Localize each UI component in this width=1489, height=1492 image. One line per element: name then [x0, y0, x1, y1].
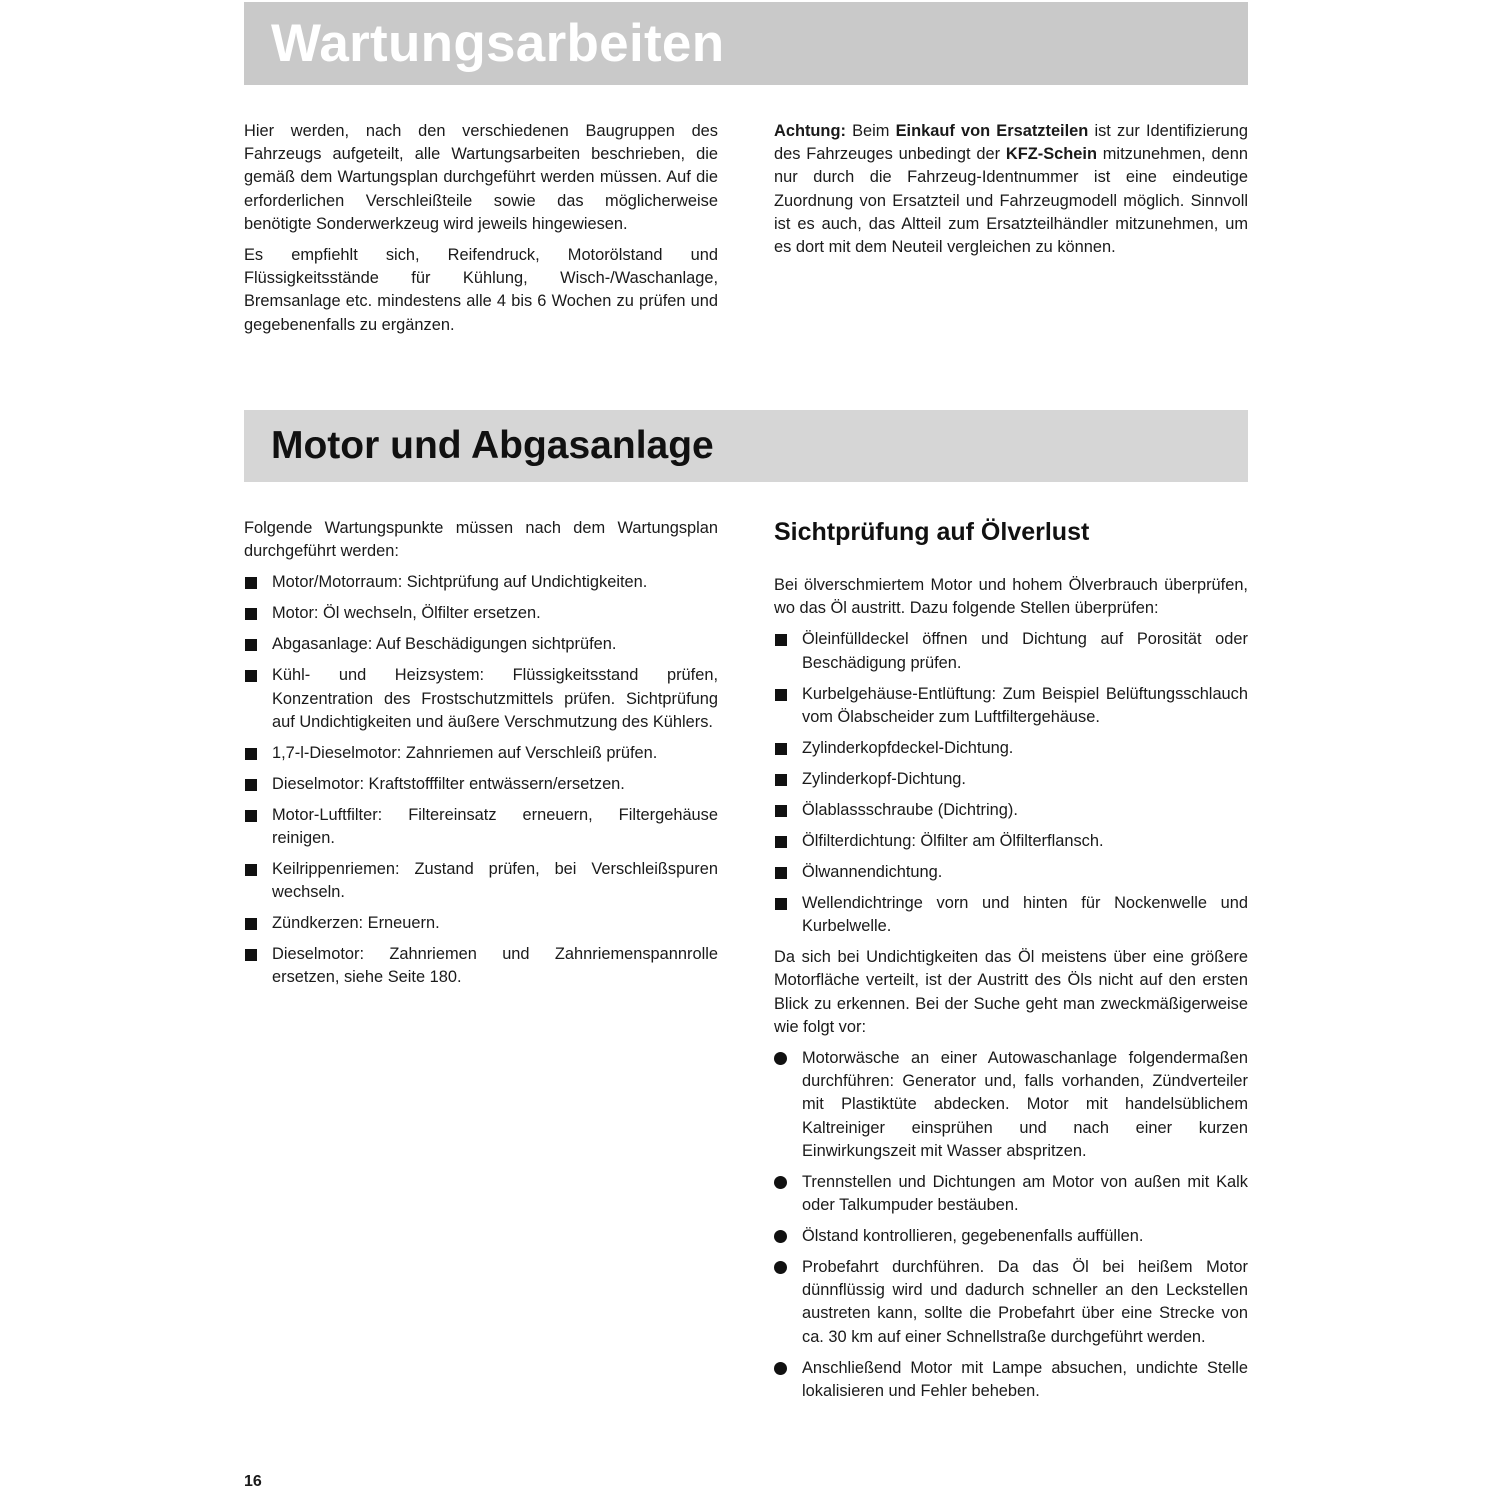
list-item-text: Zylinderkopf-Dichtung. — [802, 769, 966, 788]
list-item-text: Motor/Motorraum: Sichtprüfung auf Undichtigkeiten. — [272, 573, 648, 592]
list-item-text: Ölablassschraube (Dichtring). — [802, 800, 1018, 819]
square-bullet-icon — [245, 779, 257, 791]
list-item-text: Kühl- und Heizsystem: Flüssigkeitsstand prüfen, Konzentration des Frostschutzmittels prüfen. Sichtprüfung auf Undichtigkeiten und äußere Verschmutzung des Kühlers. — [272, 666, 718, 731]
note-label: Achtung: — [774, 122, 846, 140]
square-bullet-icon — [775, 743, 787, 755]
round-bullet-icon — [774, 1230, 787, 1243]
list-item — [244, 912, 718, 935]
list-item-text: Ölstand kontrollieren, gegebenenfalls auffüllen. — [802, 1227, 1144, 1246]
intro-column-right — [774, 120, 1248, 267]
square-bullet-icon — [245, 639, 257, 651]
list-item — [774, 1171, 1248, 1217]
list-item — [774, 1225, 1248, 1248]
subsection-heading: Sichtprüfung auf Ölverlust — [774, 518, 1090, 546]
list-item — [244, 804, 718, 850]
square-bullet-icon — [245, 748, 257, 760]
list-item — [774, 628, 1248, 674]
square-bullet-icon — [775, 867, 787, 879]
list-item — [244, 633, 718, 656]
list-item-text: Keilrippenriemen: Zustand prüfen, bei Verschleißspuren wechseln. — [272, 860, 718, 902]
list-item-text: Anschließend Motor mit Lampe absuchen, undichte Stelle lokalisieren und Fehler beheben. — [802, 1358, 1248, 1400]
list-item-text: Trennstellen und Dichtungen am Motor von außen mit Kalk oder Talkumpuder bestäuben. — [802, 1172, 1248, 1215]
check-points-list — [774, 628, 1248, 938]
note-paragraph — [774, 120, 1248, 259]
list-item-text: Ölfilterdichtung: Ölfilter am Ölfilterflansch. — [802, 831, 1104, 850]
list-item — [774, 799, 1248, 822]
square-bullet-icon — [245, 810, 257, 822]
note-text: ist zur Identifizierung des Fahrzeuges unbedingt der — [774, 122, 1249, 164]
list-item-text: Abgasanlage: Auf Beschädigungen sichtprüfen. — [272, 635, 617, 654]
paragraph: Bei ölverschmiertem Motor und hohem Ölverbrauch überprüfen, wo das Öl austritt. Dazu folgende Stellen überprüfen: — [774, 576, 1248, 618]
list-item — [774, 830, 1248, 853]
note-bold: Einkauf von Ersatzteilen — [895, 122, 1089, 140]
list-item-text: Kurbelgehäuse-Entlüftung: Zum Beispiel Belüftungsschlauch vom Ölabscheider zum Luftfiltergehäuse. — [802, 684, 1248, 726]
square-bullet-icon — [775, 898, 787, 910]
list-item-text: Zündkerzen: Erneuern. — [272, 914, 440, 933]
list-item-text: Wellendichtringe vorn und hinten für Nockenwelle und Kurbelwelle. — [802, 893, 1248, 936]
round-bullet-icon — [774, 1052, 787, 1065]
maintenance-list — [244, 571, 718, 989]
list-item-text: Öleinfülldeckel öffnen und Dichtung auf Porosität oder Beschädigung prüfen. — [802, 630, 1248, 672]
section-banner-motor — [244, 410, 1248, 482]
section-banner-wartungsarbeiten — [244, 2, 1248, 85]
round-bullet-icon — [774, 1176, 787, 1189]
list-item-text: Motor: Öl wechseln, Ölfilter ersetzen. — [272, 604, 541, 623]
paragraph: Da sich bei Undichtigkeiten das Öl meistens über eine größere Motorfläche verteilt, ist der Austritt des Öls nicht auf den ersten Blick zu erkennen. Bei der Suche geht man zweckmäßigerweise wie folgt vor: — [774, 948, 1248, 1036]
square-bullet-icon — [775, 634, 787, 646]
list-item — [774, 683, 1248, 729]
list-item — [774, 1256, 1248, 1349]
round-bullet-icon — [774, 1261, 787, 1274]
list-item-text: 1,7-l-Dieselmotor: Zahnriemen auf Verschleiß prüfen. — [272, 743, 658, 762]
list-item-text: Probefahrt durchführen. Da das Öl bei heißem Motor dünnflüssig wird und dadurch schneller an den Leckstellen austreten kann, sollte die Probefahrt über eine Strecke von ca. 30 km auf einer Schnellstraße durchgeführt werden. — [802, 1258, 1248, 1346]
square-bullet-icon — [775, 774, 787, 786]
note-text: Beim — [845, 122, 896, 140]
list-item — [244, 773, 718, 796]
maintenance-column-left — [244, 517, 718, 998]
list-item — [244, 571, 718, 594]
list-item — [244, 602, 718, 625]
list-item — [244, 664, 718, 734]
list-item-text: Ölwannendichtung. — [802, 862, 943, 881]
square-bullet-icon — [245, 670, 257, 682]
square-bullet-icon — [245, 577, 257, 589]
intro-column-left — [244, 120, 718, 345]
paragraph: Es empfiehlt sich, Reifendruck, Motorölstand und Flüssigkeitsstände für Kühlung, Wisch-/Waschanlage, Bremsanlage etc. mindestens alle 4 bis 6 Wochen zu prüfen und gegebenenfalls zu ergänzen. — [244, 246, 718, 334]
square-bullet-icon — [775, 689, 787, 701]
list-item-text: Dieselmotor: Kraftstofffilter entwässern/ersetzen. — [272, 774, 625, 793]
list-item — [774, 737, 1248, 760]
list-item — [244, 943, 718, 989]
list-item — [774, 768, 1248, 791]
list-item — [774, 1047, 1248, 1163]
paragraph: Folgende Wartungspunkte müssen nach dem Wartungsplan durchgeführt werden: — [244, 519, 718, 561]
list-item-text: Dieselmotor: Zahnriemen und Zahnriemenspannrolle ersetzen, siehe Seite 180. — [272, 945, 718, 987]
square-bullet-icon — [775, 836, 787, 848]
list-item — [244, 858, 718, 904]
square-bullet-icon — [245, 864, 257, 876]
section-title: Wartungsarbeiten — [271, 14, 725, 73]
square-bullet-icon — [245, 918, 257, 930]
list-item — [774, 1357, 1248, 1403]
note-bold: KFZ-Schein — [1005, 145, 1097, 164]
note-text: mitzunehmen, denn nur durch die Fahrzeug-Identnummer ist eine eindeutige Zuordnung von Ersatzteil und Fahrzeugmodell möglich. Sinnvoll ist es auch, das Altteil zum Ersatzteilhändler mitzunehmen, um es dort mit dem Neuteil vergleichen zu können. — [774, 145, 1248, 257]
list-item-text: Zylinderkopfdeckel-Dichtung. — [802, 738, 1014, 757]
list-item-text: Motor-Luftfilter: Filtereinsatz erneuern, Filtergehäuse reinigen. — [272, 805, 718, 848]
square-bullet-icon — [245, 608, 257, 620]
round-bullet-icon — [774, 1362, 787, 1375]
oil-check-column — [774, 514, 1248, 1411]
list-item-text: Motorwäsche an einer Autowaschanlage folgendermaßen durchführen: Generator und, falls vorhanden, Zündverteiler mit Plastiktüte abdecken. Motor mit handelsüblichem Kaltreiniger einsprühen und nach einer kurzen Einwirkungszeit mit Wasser abspritzen. — [802, 1049, 1248, 1160]
list-item — [774, 892, 1248, 938]
square-bullet-icon — [245, 949, 257, 961]
list-item — [774, 861, 1248, 884]
section-title: Motor und Abgasanlage — [271, 424, 714, 467]
list-item — [244, 742, 718, 765]
square-bullet-icon — [775, 805, 787, 817]
procedure-steps-list — [774, 1047, 1248, 1403]
paragraph: Hier werden, nach den verschiedenen Baugruppen des Fahrzeugs aufgeteilt, alle Wartungsarbeiten beschrieben, die gemäß dem Wartungsplan durchgeführt werden müssen. Auf die erforderlichen Verschleißteile sowie das möglicherweise benötigte Sonderwerkzeug wird jeweils hingewiesen. — [244, 122, 718, 233]
page-number: 16 — [244, 1473, 262, 1490]
